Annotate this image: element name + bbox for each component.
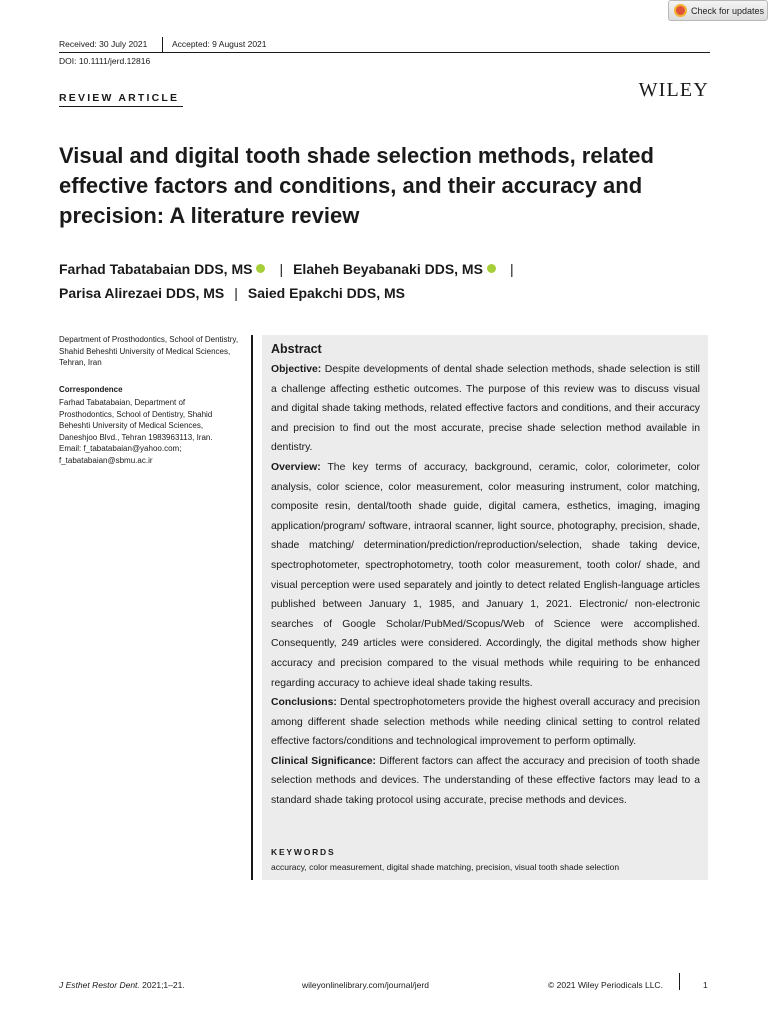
author-separator: |: [234, 285, 238, 301]
keywords-list: accuracy, color measurement, digital shade matching, precision, visual tooth shade selection: [271, 862, 620, 872]
significance-label: Clinical Significance:: [271, 755, 376, 767]
abstract-box: [262, 335, 708, 880]
author-name: Parisa Alirezaei DDS, MS: [59, 285, 225, 301]
abstract-overview: [271, 458, 700, 693]
conclusions-label: Conclusions:: [271, 697, 337, 709]
conclusions-text: Dental spectrophotometers provide the highest overall accuracy and precision among different shade selection methods while needing clinical setting to control related effective factors/conditions and technological improvement to perform optimally.: [271, 697, 700, 748]
check-updates-icon: [674, 4, 687, 17]
keywords-heading: KEYWORDS: [271, 847, 336, 857]
correspondence-line: Prosthodontics, School of Dentistry, Shahid: [59, 409, 213, 419]
correspondence-heading: Correspondence: [59, 385, 123, 394]
author-name: Saied Epakchi DDS, MS: [247, 285, 406, 301]
doi: DOI: 10.1111/jerd.12816: [59, 56, 151, 66]
correspondence-email[interactable]: Email: f_tabatabaian@yahoo.com;: [59, 444, 182, 454]
meta-divider: [162, 37, 163, 52]
orcid-icon[interactable]: [487, 264, 496, 273]
correspondence-email[interactable]: f_tabatabaian@sbmu.ac.ir: [59, 455, 153, 465]
author-separator: |: [509, 261, 514, 277]
author-line-2: [59, 281, 699, 305]
author-name: Elaheh Beyabanaki DDS, MS: [293, 261, 483, 277]
significance-text: Different factors can affect the accuracy and precision of tooth shade selection methods and devices. The understanding of these effective factors may lead to a standard shade taking protocol using accurate, precise methods and devices.: [271, 755, 700, 807]
publisher-logo: WILEY: [638, 79, 709, 101]
journal-name: J Esthet Restor Dent.: [59, 980, 140, 990]
footer-divider: [679, 973, 680, 990]
correspondence-line: Beheshti University of Medical Sciences,: [59, 421, 204, 431]
article-type-underline: [59, 106, 183, 107]
correspondence-line: Farhad Tabatabaian, Department of: [59, 398, 186, 407]
meta-rule: [59, 52, 710, 53]
footer-journal-link[interactable]: wileyonlinelibrary.com/journal/jerd: [302, 980, 429, 990]
author-line-1: [59, 257, 699, 281]
correspondence-line: Daneshjoo Blvd., Tehran 1983963113, Iran.: [59, 432, 213, 442]
page-number: 1: [703, 980, 708, 990]
abstract-conclusions: [271, 693, 700, 752]
author-name: Farhad Tabatabaian DDS, MS: [59, 261, 253, 277]
abstract-significance: [271, 752, 700, 811]
orcid-icon[interactable]: [256, 264, 265, 273]
overview-text: The key terms of accuracy, background, ceramic, color, colorimeter, color analysis, color science, color measurement, color measuring instrument, color matching, composite resin, dental/tooth shade guide, digital camera, esthetics, imaging, imaging application/program/ software, intraoral scanner, light source, photography, precision, shade, shade matching/ determination/prediction/reproduction/selection, shade taking device, spectrophotometer, spectrophotometry, tooth color measurement, tooth color/ shade, and visual perception were used separately and jointly to detect related English-language articles published between January 1, 1985, and January 1, 2021. Electronic/ non-electronic searches of Google Scholar/PubMed/Scopus/Web of Science were accomplished. Consequently, 249 articles were considered. Accordingly, the digital methods show higher accuracy and precision compared to the visual methods while requiring to be enhanced regarding accuracy to achieve ideal shade taking results.: [271, 461, 700, 689]
received-date: Received: 30 July 2021: [59, 39, 148, 49]
affiliation: Department of Prosthodontics, School of Dentistry, Shahid Beheshti University of Medical Sciences, Tehran, Iran: [59, 335, 239, 368]
abstract-heading: Abstract: [271, 342, 322, 356]
journal-volume: 2021;1–21.: [139, 980, 185, 990]
overview-label: Overview:: [271, 461, 321, 473]
article-dates: [59, 39, 709, 53]
check-updates-label: Check for updates: [691, 5, 765, 16]
author-separator: |: [279, 261, 284, 277]
article-type: REVIEW ARTICLE: [59, 92, 180, 104]
objective-label: Objective:: [271, 364, 322, 375]
objective-text: Despite developments of dental shade selection methods, shade selection is still a challenge affecting esthetic outcomes. The purpose of this review was to discuss visual and digital shade taking methods, related effective factors and conditions, and their accuracy and precision to find out the most accurate, precise shade selection method available in dentistry.: [271, 364, 700, 454]
footer-copyright: © 2021 Wiley Periodicals LLC.: [548, 980, 663, 990]
article-title: Visual and digital tooth shade selection methods, related effective factors and conditions, and their accuracy and precision: A literature review: [59, 143, 654, 228]
accepted-date: Accepted: 9 August 2021: [172, 39, 267, 49]
author-list: [59, 257, 699, 305]
abstract-side-rule: [251, 335, 253, 880]
abstract-objective: [271, 360, 700, 458]
footer-citation: [59, 980, 185, 990]
check-for-updates-button[interactable]: [668, 0, 768, 21]
correspondence-details: [59, 397, 239, 467]
